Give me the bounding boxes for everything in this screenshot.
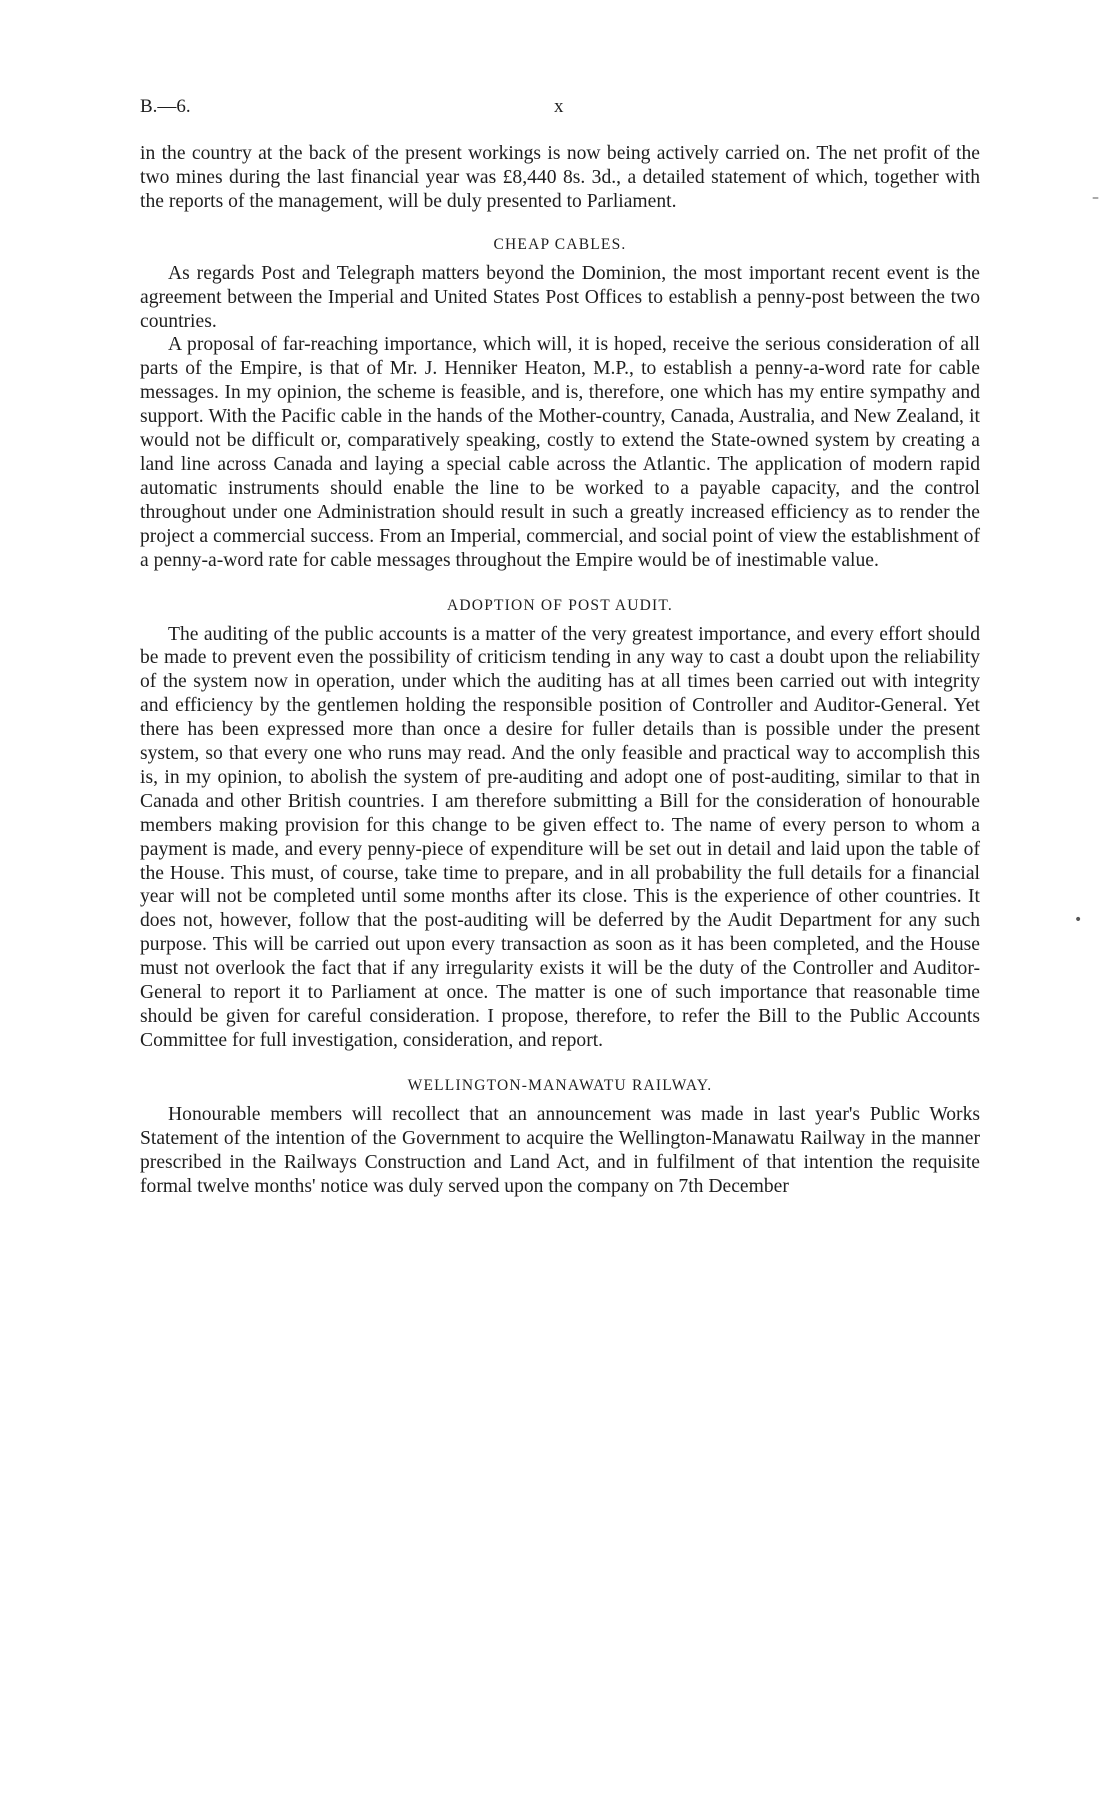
paragraph: Honourable members will recollect that an announcement was made in last year's Public Works Statement of the intention of the Government to acquire the Wellington-Manawatu Railway in the manner prescribed in the Railways Construction and Land Act, and in fulfilment of that intention the requisite formal twelve months' notice was duly served upon the company on 7th December	[140, 1103, 980, 1197]
section-post-audit	[140, 595, 980, 1053]
section-heading: ADOPTION OF POST AUDIT.	[447, 596, 673, 614]
margin-mark: •	[1074, 912, 1083, 928]
section-heading: WELLINGTON-MANAWATU RAILWAY.	[407, 1076, 713, 1094]
section-heading: CHEAP CABLES.	[493, 235, 627, 253]
section-cheap-cables	[140, 234, 980, 573]
document-page	[140, 96, 980, 1198]
paragraph: A proposal of far-reaching importance, which will, it is hoped, receive the serious consideration of all parts of the Empire, is that of Mr. J. Henniker Heaton, M.P., to establish a penny-a-word rate for cable messages. In my opinion, the scheme is feasible, and is, therefore, one which has my entire sympathy and support. With the Pacific cable in the hands of the Mother-country, Canada, Australia, and New Zealand, it would not be difficult or, comparatively speaking, costly to extend the State-owned system by creating a land line across Canada and laying a special cable across the Atlantic. The application of modern rapid automatic instruments should enable the line to be worked to a payable capacity, and the control throughout under one Administration should result in such a greatly increased efficiency as to render the project a commercial success. From an Imperial, commercial, and social point of view the establishment of a penny-a-word rate for cable messages throughout the Empire would be of inestimable value.	[140, 334, 980, 571]
paragraph: The auditing of the public accounts is a matter of the very greatest importance, and every effort should be made to prevent even the possibility of criticism tending in any way to cast a doubt upon the reliability of the system now in operation, under which the auditing has at all times been carried out with integrity and efficiency by the gentlemen holding the responsible position of Controller and Auditor-General. Yet there has been expressed more than once a desire for fuller details than is possible under the present system, so that every one who runs may read. And the only feasible and practical way to accomplish this is, in my opinion, to abolish the system of pre-auditing and adopt one of post-auditing, similar to that in Canada and other British countries. I am therefore submitting a Bill for the consideration of honourable members making provision for this change to be given effect to. The name of every person to whom a payment is made, and every penny-piece of expenditure will be set out in detail and laid upon the table of the House. This must, of course, take time to prepare, and in all probability the full details for a financial year will not be completed until some months after its close. This is the experience of other countries. It does not, however, follow that the post-auditing will be deferred by the Audit Department for any such purpose. This will be carried out upon every transaction as soon as it has been completed, and the House must not overlook the fact that if any irregularity exists it will be the duty of the Controller and Auditor-General to report it to Parliament at once. The matter is one of such importance that reasonable time should be given for careful consideration. I propose, therefore, to refer the Bill to the Public Accounts Committee for full investigation, consideration, and report.	[140, 623, 980, 1051]
page-number: x	[554, 96, 564, 117]
document-reference: B.—6.	[140, 96, 191, 117]
intro-paragraph: in the country at the back of the present workings is now being actively carried on. The net profit of the two mines during the last financial year was £8,440 8s. 3d., a detailed statement of which, together with the reports of the management, will be duly presented to Parliament.	[140, 143, 980, 212]
paragraph: As regards Post and Telegraph matters beyond the Dominion, the most important recent event is the agreement between the Imperial and United States Post Offices to establish a penny-post between the two countries.	[140, 262, 980, 332]
page-header	[140, 96, 980, 120]
section-wellington-manawatu-railway	[140, 1075, 980, 1199]
margin-mark: –	[1092, 190, 1099, 206]
